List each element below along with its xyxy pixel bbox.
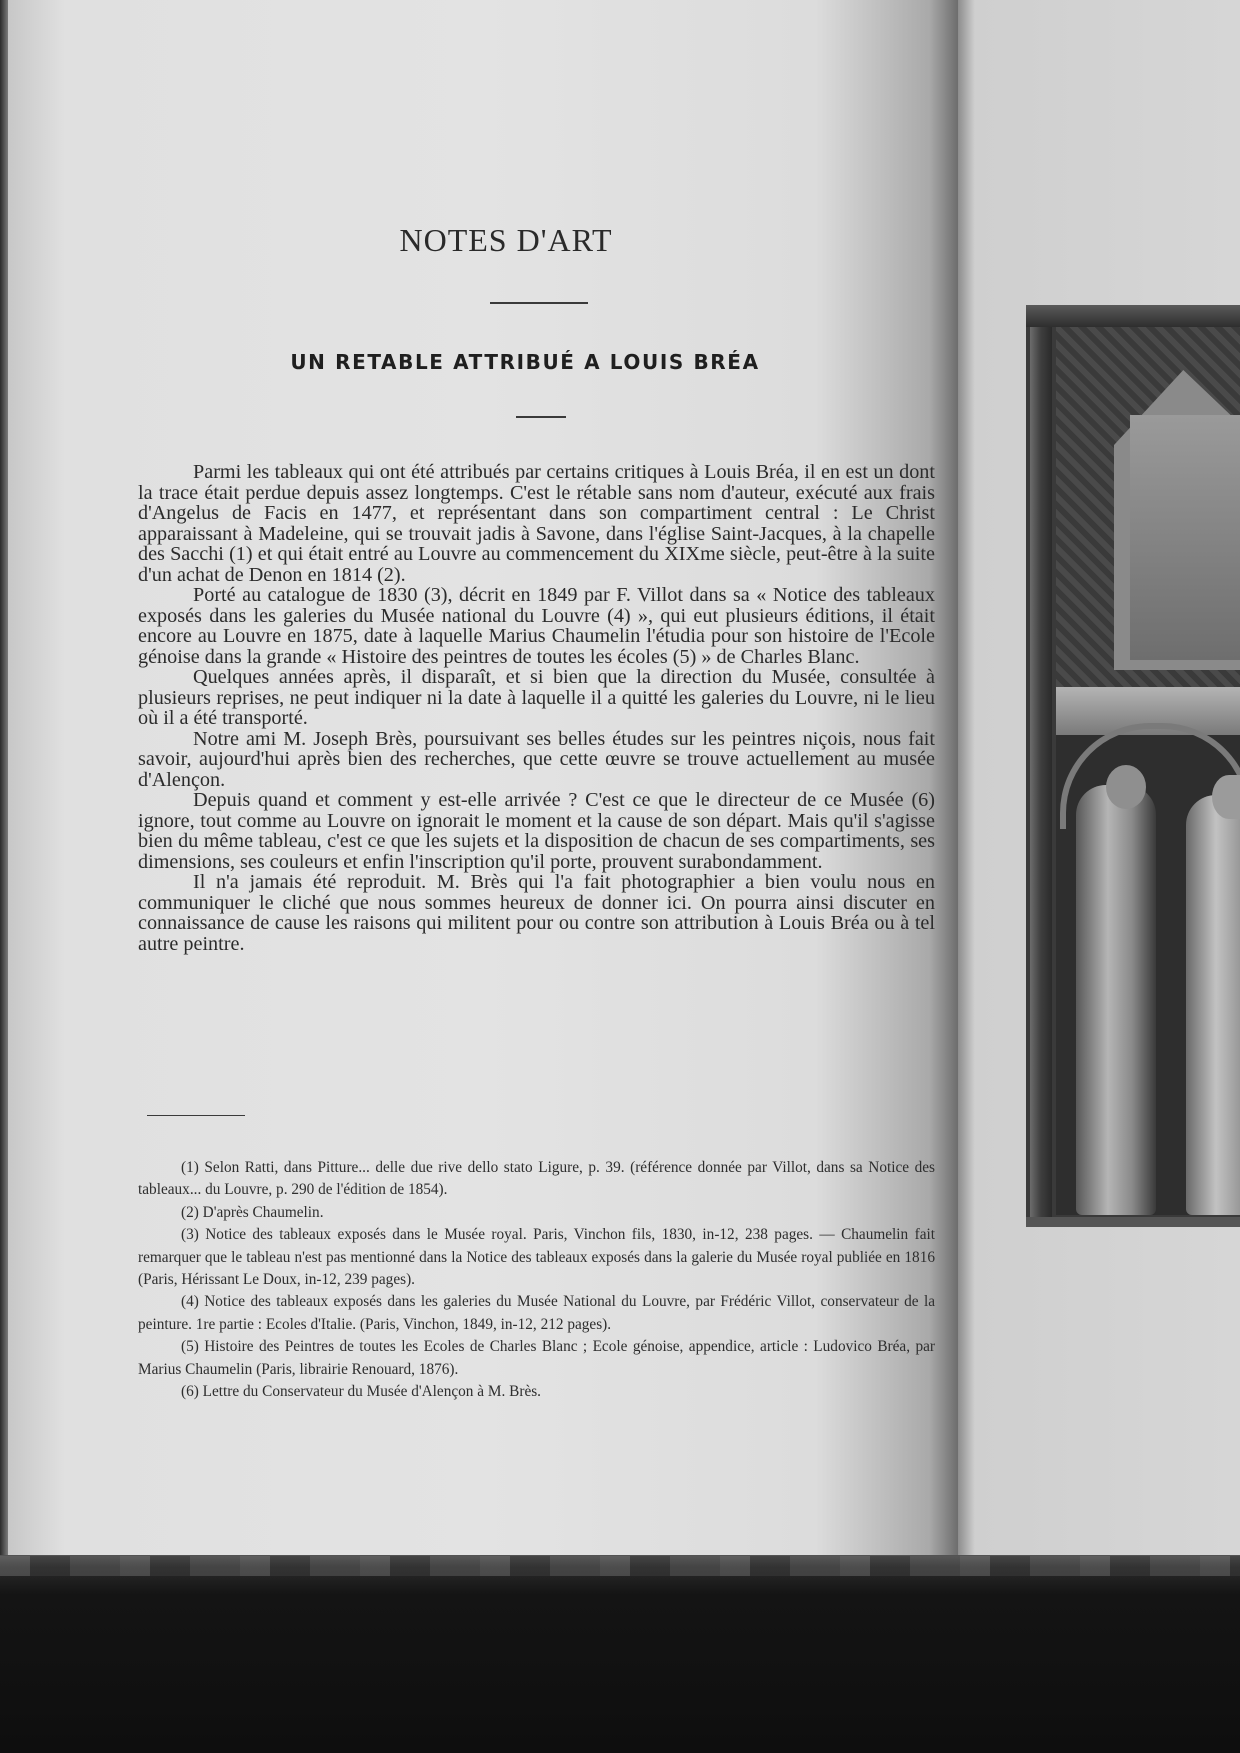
footnote: (1) Selon Ratti, dans Pitture... delle due rive dello stato Ligure, p. 39. (référence donnée par Villot, dans sa Notice des tableaux... du Louvre, p. 290 de l'édition de 1854). [138, 1159, 935, 1199]
frame-bottom [1026, 1217, 1240, 1227]
paragraph: Parmi les tableaux qui ont été attribués par certains critiques à Louis Bréa, il en est un dont la trace était perdue depuis assez longtemps. C'est le rétable sans nom d'auteur, exécuté aux frais d'Angelus de Facis en 1477, et représentant dans son compartiment central : Le Christ apparaissant à Madeleine, qui se trouvait jadis à Savone, dans l'église Saint-Jacques, à la chapelle des Sacchi (1) et qui était entré au Louvre au commencement du XIXme siècle, peut-être à la suite d'un achat de Denon en 1814 (2). [138, 461, 935, 586]
footnote: (4) Notice des tableaux exposés dans les galeries du Musée National du Louvre, par Frédéric Villot, conservateur de la peinture. 1re partie : Ecoles d'Italie. (Paris, Vinchon, 1849, in-12, 212 pages). [138, 1293, 935, 1333]
gable-inner-scene [1130, 415, 1240, 660]
subtitle-divider [516, 416, 566, 418]
paragraph: Porté au catalogue de 1830 (3), décrit en 1849 par F. Villot dans sa « Notice des tableaux exposés dans les galeries du Musée national du Louvre (4) », qui eut plusieurs éditions, il était encore au Louvre en 1875, date à laquelle Marius Chaumelin l'étudia pour son histoire de l'Ecole génoise dans la grande « Histoire des peintres de toutes les écoles (5) » de Charles Blanc. [138, 584, 935, 668]
frame-pillar [1030, 327, 1052, 1217]
paragraph: Quelques années après, il disparaît, et si bien que la direction du Musée, consultée à plusieurs reprises, ne peut indiquer ni la date à laquelle il a quitté les galeries du Louvre, ni le lieu où il a été transporté. [138, 666, 935, 729]
frame-top [1026, 305, 1240, 327]
footnote: (6) Lettre du Conservateur du Musée d'Alençon à M. Brès. [181, 1383, 542, 1401]
retable-photograph [1026, 305, 1240, 1227]
footnote-divider [147, 1115, 245, 1116]
saint-head-right [1212, 775, 1240, 819]
page-title: NOTES D'ART [399, 222, 613, 258]
scan-background [0, 1555, 1240, 1753]
footnote: (2) D'après Chaumelin. [181, 1203, 324, 1221]
article-subtitle: UN RETABLE ATTRIBUÉ A LOUIS BRÉA [290, 350, 760, 374]
paragraph: Depuis quand et comment y est-elle arrivée ? C'est ce que le directeur de ce Musée (6) ignore, tout comme au Louvre on ignorait le moment et la cause de son départ. Mais qu'il s'agisse bien du même tableau, c'est ce que les sujets et la disposition de chacun de ses compartiments, ses dimensions, ses couleurs et enfin l'inscription qu'il porte, prouvent surabondamment. [138, 789, 935, 873]
footnote: (5) Histoire des Peintres de toutes les Ecoles de Charles Blanc ; Ecole génoise, appendice, article : Ludovico Bréa, par Marius Chaumelin (Paris, librairie Renouard, 1876). [138, 1338, 935, 1378]
footnotes [138, 1157, 935, 1403]
article-body [138, 462, 935, 954]
saint-figure-left [1076, 785, 1156, 1215]
paragraph: Notre ami M. Joseph Brès, poursuivant ses belles études sur les peintres niçois, nous fait savoir, aujourd'hui après bien des recherches, que cette œuvre se trouve actuellement au musée d'Alençon. [138, 727, 935, 791]
saint-head-left [1106, 765, 1146, 809]
scan-edge-strip [0, 1556, 1240, 1576]
saint-figure-right [1186, 795, 1240, 1215]
title-divider [490, 302, 588, 304]
paragraph: Il n'a jamais été reproduit. M. Brès qui l'a fait photographier a bien voulu nous en communiquer le cliché que nous sommes heureux de donner ici. On pourra ainsi discuter en connaissance de cause les raisons qui militent pour ou contre son attribution à Louis Bréa ou à tel autre peintre. [138, 871, 935, 955]
footnote: (3) Notice des tableaux exposés dans le Musée royal. Paris, Vinchon fils, 1830, in-12, 238 pages. — Chaumelin fait remarquer que le tableau n'est pas mentionné dans la Notice des tableaux exposés dans la galerie du Musée royal publiée en 1816 (Paris, Hérissant Le Doux, in-12, 239 pages). [138, 1226, 935, 1289]
